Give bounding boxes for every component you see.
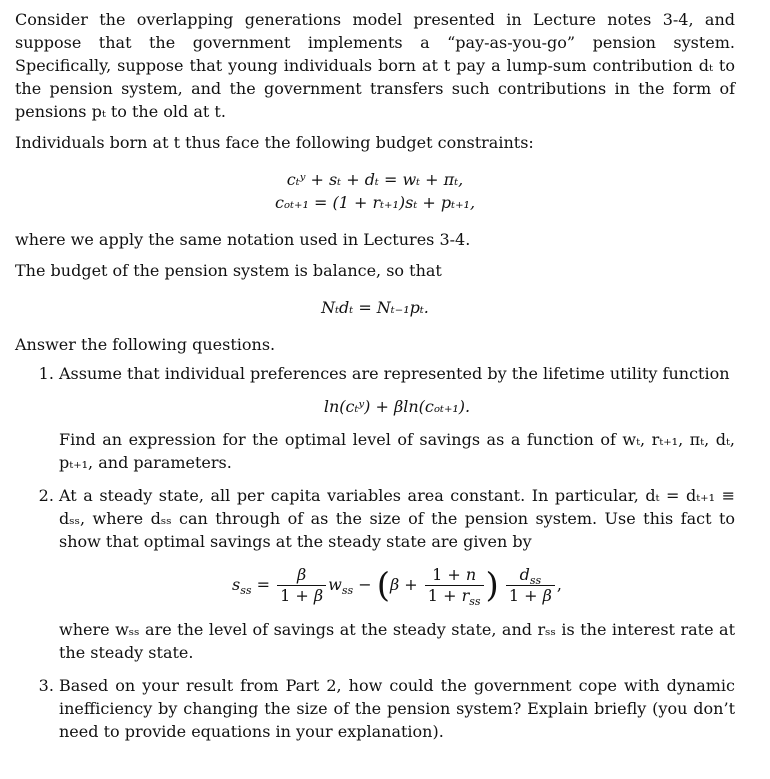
utility-function: [59, 395, 735, 418]
question-list: [15, 362, 735, 743]
budget-constraints: [15, 168, 735, 214]
document: [15, 8, 735, 753]
answer-prompt: [15, 333, 735, 356]
question-1: [59, 362, 735, 474]
pension-budget-eq-text: Nₜdₜ = Nₜ₋₁pₜ.: [321, 298, 429, 317]
intro-paragraph: [15, 8, 735, 123]
pension-fraction: $\frac{d_{ss}}{1 + \beta}$: [506, 565, 555, 606]
q1-text-2: Find an expression for the optimal level of savings as a function of wₜ, rₜ₊₁, πₜ, dₜ, pₜ₊₁, and parameters.: [59, 430, 735, 472]
pension-budget-intro: [15, 259, 735, 282]
question-3: [59, 674, 735, 743]
q1-text: 1. Assume that individual preferences are represented by the lifetime utility function: [59, 364, 730, 383]
intro-text: Consider the overlapping generations model presented in Lecture notes 3-4, and suppose that the government implements a “pay-as-you-go” pension system. Specifically, suppose that young individuals born at t pay a lump-sum contribution dₜ to the pension system, and the government transfers such contributions in the form of pensions pₜ to the old at t.: [15, 10, 735, 121]
budget-constraint-old: cₒₜ₊₁ = (1 + rₜ₊₁)sₜ + pₜ₊₁,: [274, 193, 476, 212]
q2-text-2: where wₛₛ are the level of savings at the steady state, and rₛₛ is the interest rate at the steady state.: [59, 620, 735, 662]
interest-fraction: $\frac{1 + n}{1 + r_{ss}}$: [425, 565, 484, 606]
notation-note-text: where we apply the same notation used in Lectures 3-4.: [15, 230, 471, 249]
answer-prompt-text: Answer the following questions.: [15, 335, 276, 354]
pension-budget-text: The budget of the pension system is balance, so that: [15, 261, 442, 280]
notation-note: [15, 228, 735, 251]
question-2: [59, 484, 735, 664]
steady-state-savings-equation: $s_{ss}$ = $\frac{\beta}{1 + \beta}$ $w_{ss} - (\beta$ + $\frac{1 + n}{1 + r_{ss}}$ ) $\frac{d_{ss}}{1 + \beta}$ ,: [232, 565, 562, 609]
budget-intro-text: Individuals born at t thus face the following budget constraints:: [15, 133, 534, 152]
q3-text: 3. Based on your result from Part 2, how could the government cope with dynamic inefficiency by changing the size of the pension system? Explain briefly (you don’t need to provide equations in your explanation).: [59, 676, 735, 741]
beta-fraction: $\frac{\beta}{1 + \beta}$: [277, 565, 326, 606]
q2-text: 2. At a steady state, all per capita variables area constant. In particular, dₜ = dₜ₊₁ ≡ dₛₛ, where dₛₛ can through of as the size of the pension system. Use this fact to show that optimal savings at the steady state are given by: [59, 486, 735, 551]
pension-budget-equation: [15, 296, 735, 319]
utility-function-text: ln(cₜʸ) + βln(cₒₜ₊₁).: [323, 397, 471, 416]
budget-constraint-young: cₜʸ + sₜ + dₜ = wₜ + πₜ,: [286, 170, 464, 189]
budget-intro: [15, 131, 735, 154]
